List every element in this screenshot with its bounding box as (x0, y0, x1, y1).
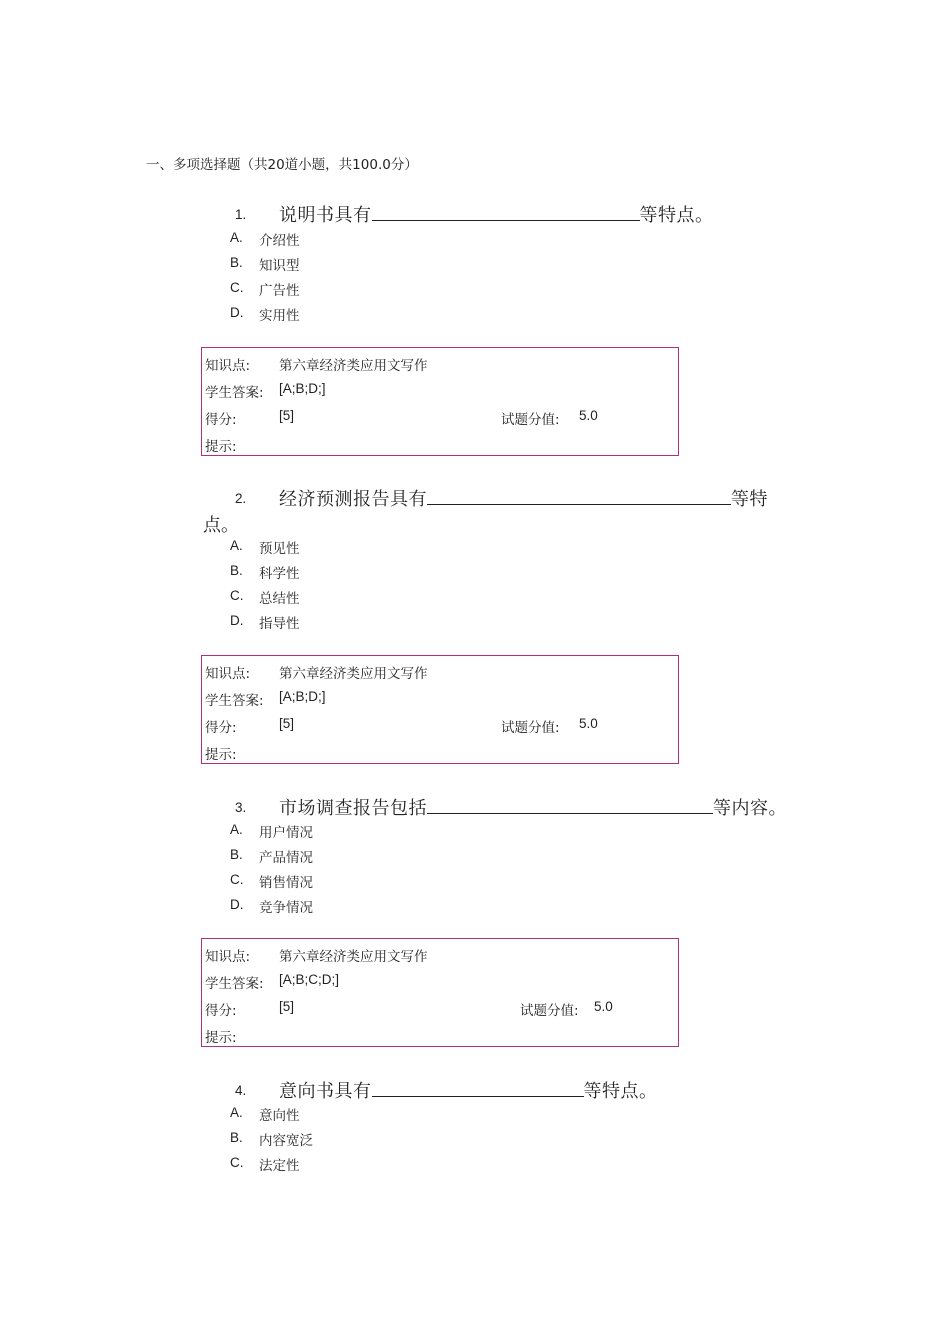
answer-blank (427, 796, 713, 814)
hint-label: 提示: (205, 439, 237, 455)
option-text: 用户情况 (259, 825, 313, 841)
option-letter: C. (230, 1155, 244, 1170)
max-score-value: 5.0 (579, 716, 598, 731)
answer-info-box (201, 938, 679, 1047)
option-letter: A. (230, 230, 243, 245)
option-letter: A. (230, 822, 243, 837)
answer-blank (372, 203, 640, 221)
option-text: 内容宽泛 (259, 1133, 313, 1149)
option-letter: B. (230, 1130, 243, 1145)
option-text: 知识型 (259, 258, 300, 274)
stem-continuation: 点。 (203, 515, 239, 536)
student-answer-label: 学生答案: (205, 385, 264, 401)
stem-text-after: 等内容。 (713, 798, 787, 819)
max-score-value: 5.0 (594, 999, 613, 1014)
option-text: 预见性 (259, 541, 300, 557)
option-letter: C. (230, 280, 244, 295)
student-answer-value: [A;B;D;] (279, 689, 326, 704)
hint-label: 提示: (205, 747, 237, 763)
option-letter: A. (230, 538, 243, 553)
question-number: 2. (235, 491, 247, 506)
student-answer-label: 学生答案: (205, 976, 264, 992)
option-letter: B. (230, 255, 243, 270)
answer-info-box (201, 347, 679, 456)
question-number: 4. (235, 1083, 247, 1098)
option-letter: C. (230, 588, 244, 603)
score-label: 得分: (205, 1003, 237, 1019)
option-letter: A. (230, 1105, 243, 1120)
student-answer-label: 学生答案: (205, 693, 264, 709)
student-answer-value: [A;B;D;] (279, 381, 326, 396)
knowledge-value: 第六章经济类应用文写作 (279, 666, 428, 682)
score-value: [5] (279, 716, 295, 731)
student-answer-value: [A;B;C;D;] (279, 972, 340, 987)
option-text: 产品情况 (259, 850, 313, 866)
stem-text-after: 等特点。 (639, 205, 714, 226)
max-score-label: 试题分值: (520, 1003, 579, 1019)
option-text: 法定性 (259, 1158, 300, 1174)
score-value: [5] (279, 408, 295, 423)
option-text: 实用性 (259, 308, 300, 324)
max-score-label: 试题分值: (501, 720, 560, 736)
answer-blank (372, 1079, 584, 1097)
stem-text-before: 意向书具有 (279, 1081, 372, 1102)
stem-text-after: 等特点。 (583, 1081, 658, 1102)
knowledge-label: 知识点: (205, 666, 251, 682)
score-value: [5] (279, 999, 295, 1014)
option-letter: B. (230, 847, 243, 862)
option-text: 竞争情况 (259, 900, 313, 916)
option-letter: C. (230, 872, 244, 887)
answer-blank (427, 487, 731, 505)
question-stem (279, 794, 787, 820)
option-text: 总结性 (259, 591, 300, 607)
option-text: 科学性 (259, 566, 300, 582)
stem-text-before: 说明书具有 (279, 205, 372, 226)
max-score-value: 5.0 (579, 408, 598, 423)
stem-text-before: 经济预测报告具有 (279, 489, 427, 510)
option-letter: B. (230, 563, 243, 578)
knowledge-value: 第六章经济类应用文写作 (279, 949, 428, 965)
score-label: 得分: (205, 720, 237, 736)
question-number: 3. (235, 800, 247, 815)
option-letter: D. (230, 613, 244, 628)
knowledge-label: 知识点: (205, 358, 251, 374)
option-text: 销售情况 (259, 875, 313, 891)
option-letter: D. (230, 305, 244, 320)
option-letter: D. (230, 897, 244, 912)
max-score-label: 试题分值: (501, 412, 560, 428)
question-number: 1. (235, 207, 247, 222)
option-text: 介绍性 (259, 233, 300, 249)
hint-label: 提示: (205, 1030, 237, 1046)
option-text: 意向性 (259, 1108, 300, 1124)
stem-text-after: 等特 (731, 489, 768, 510)
option-text: 广告性 (259, 283, 300, 299)
stem-text-before: 市场调查报告包括 (279, 798, 427, 819)
section-header: 一、多项选择题（共20道小题，共100.0分） (146, 157, 418, 173)
score-label: 得分: (205, 412, 237, 428)
option-text: 指导性 (259, 616, 300, 632)
question-stem (279, 485, 768, 511)
knowledge-value: 第六章经济类应用文写作 (279, 358, 428, 374)
question-stem (279, 1077, 658, 1103)
answer-info-box (201, 655, 679, 764)
question-stem (279, 201, 714, 227)
knowledge-label: 知识点: (205, 949, 251, 965)
